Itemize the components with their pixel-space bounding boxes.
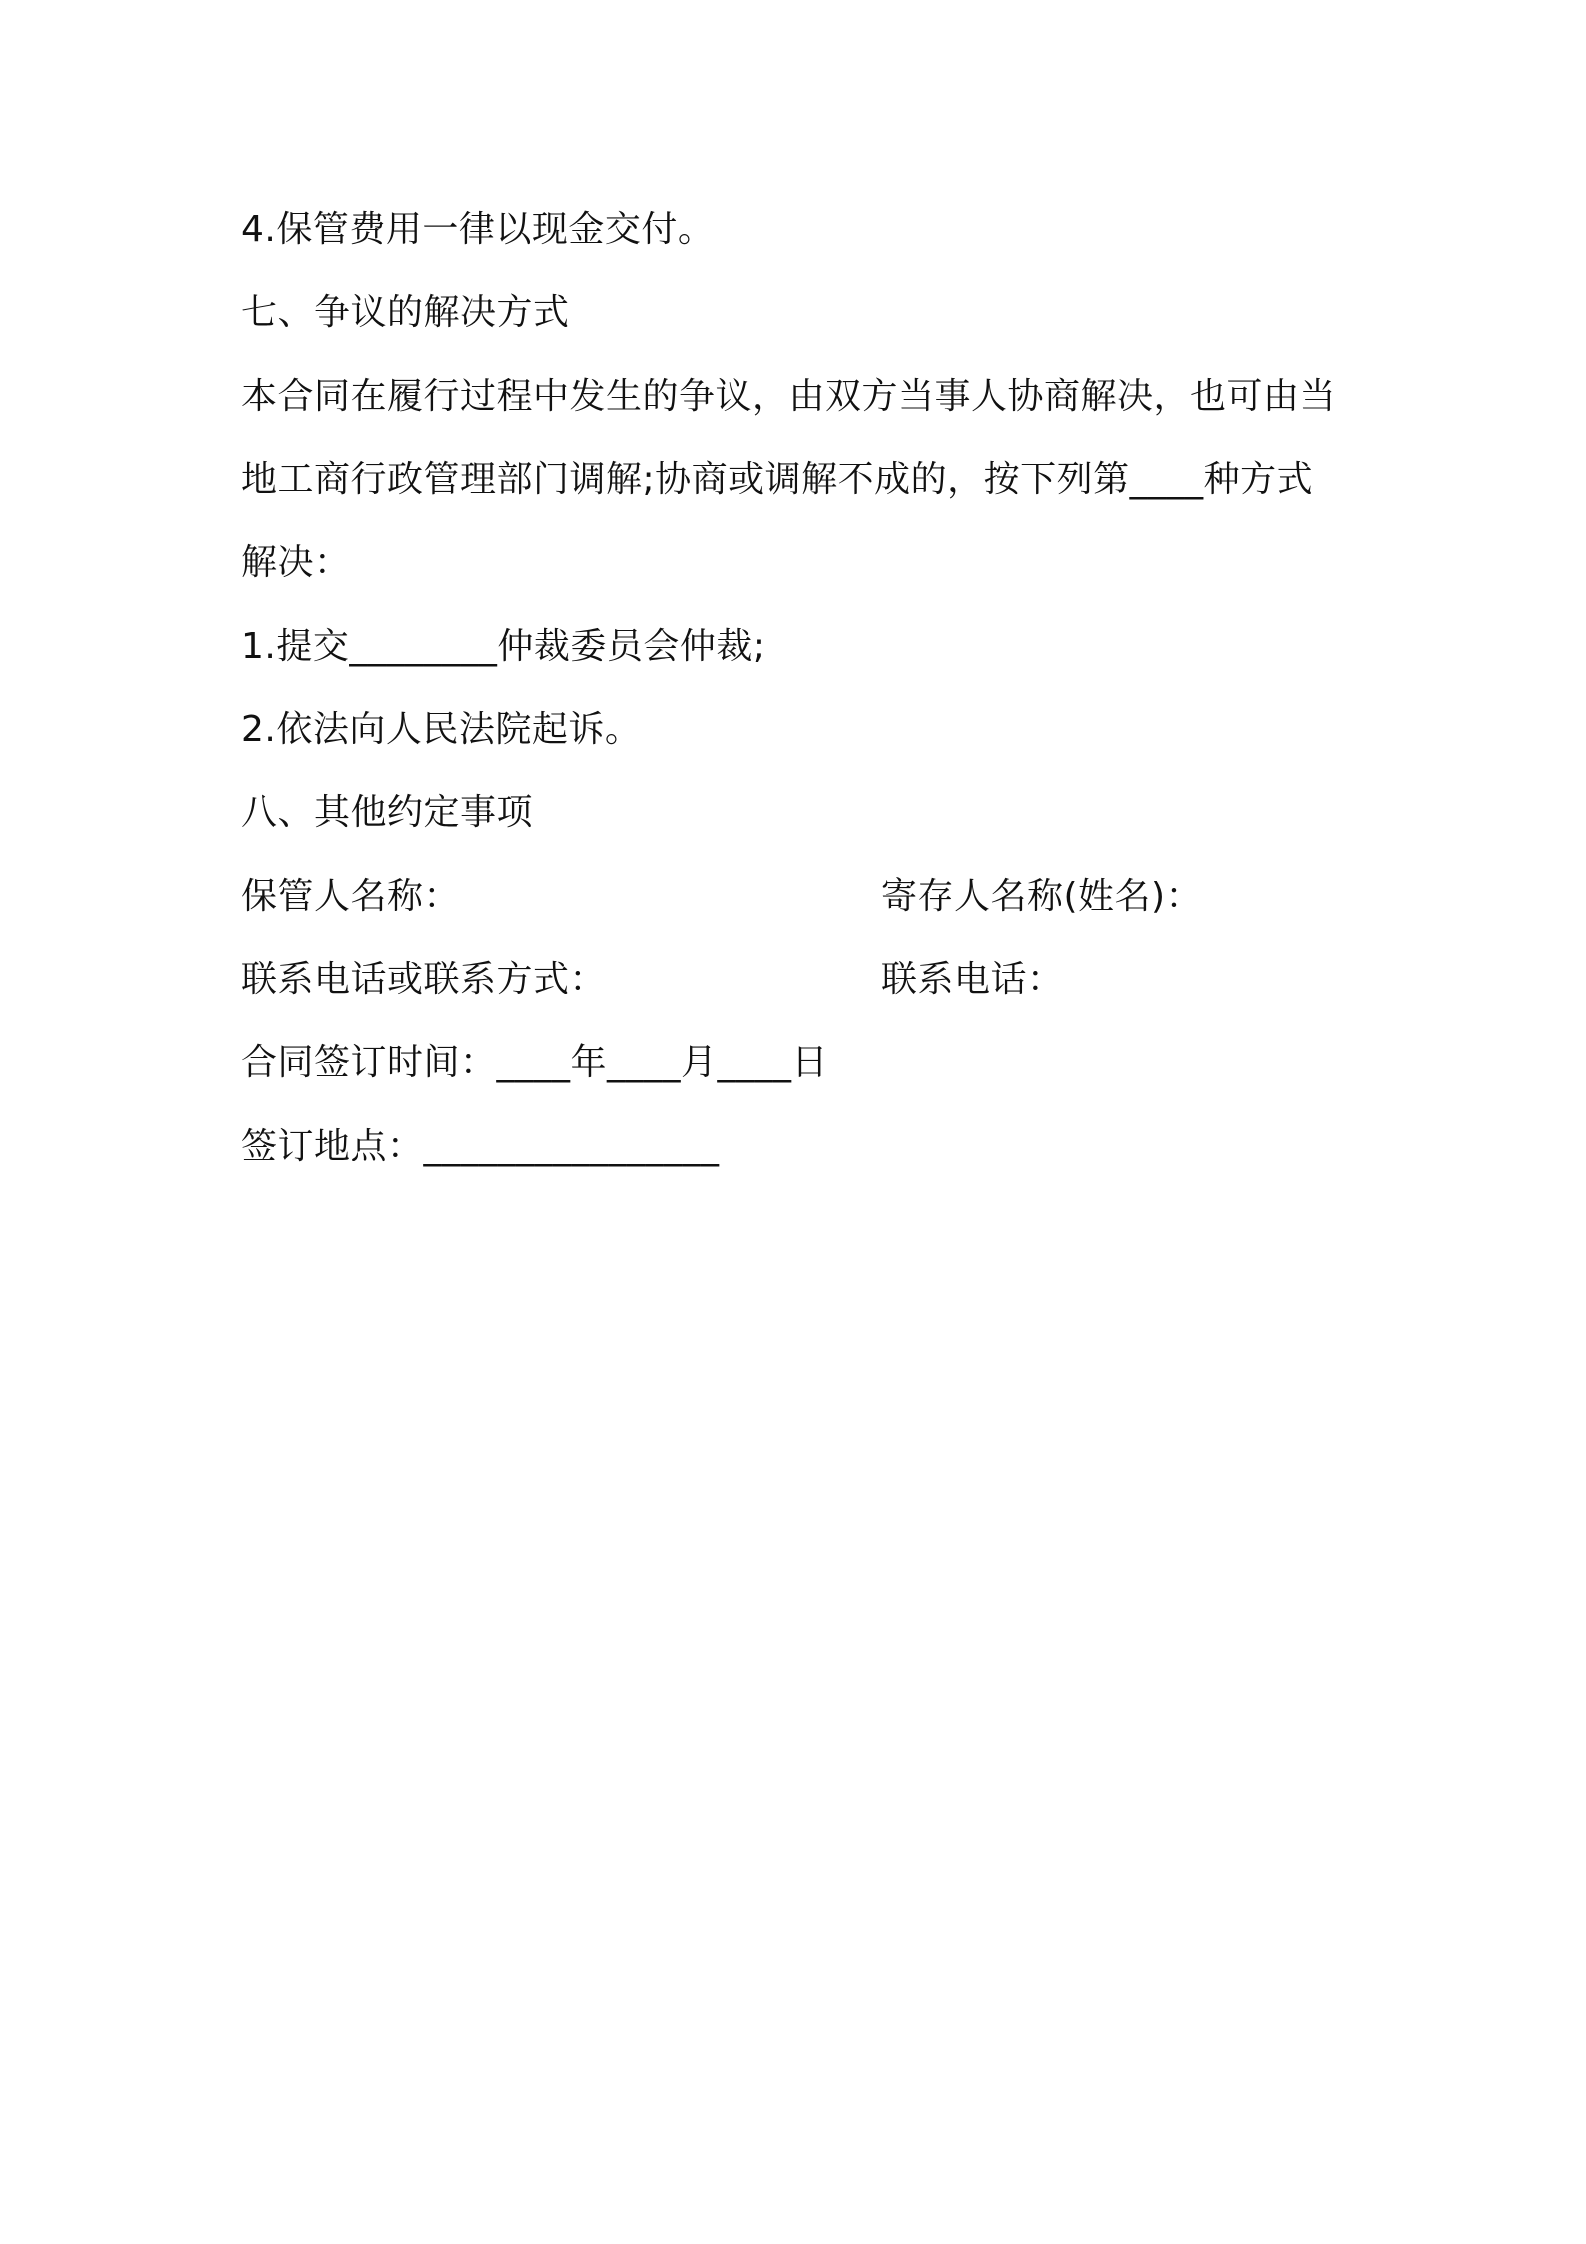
signing-place: 签订地点：________________ bbox=[241, 1126, 720, 1167]
option-2-litigation: 2.依法向人民法院起诉。 bbox=[241, 709, 642, 750]
clause-4-payment: 4.保管费用一律以现金交付。 bbox=[241, 209, 715, 250]
depositor-phone-label: 联系电话： bbox=[881, 959, 1064, 1000]
custodian-name-label: 保管人名称： bbox=[241, 876, 461, 917]
section-8-heading: 八、其他约定事项 bbox=[241, 792, 534, 833]
custodian-contact-label: 联系电话或联系方式： bbox=[241, 959, 607, 1000]
depositor-name-label: 寄存人名称(姓名)： bbox=[881, 876, 1203, 917]
option-1-arbitration: 1.提交________仲裁委员会仲裁; bbox=[241, 626, 766, 667]
dispute-paragraph-line-3: 解决： bbox=[241, 542, 351, 583]
dispute-paragraph-line-1: 本合同在履行过程中发生的争议，由双方当事人协商解决，也可由当 bbox=[241, 376, 1337, 417]
signing-date: 合同签订时间：____年____月____日 bbox=[241, 1042, 829, 1083]
section-7-heading: 七、争议的解决方式 bbox=[241, 292, 570, 333]
dispute-paragraph-line-2: 地工商行政管理部门调解;协商或调解不成的，按下列第____种方式 bbox=[241, 459, 1314, 500]
